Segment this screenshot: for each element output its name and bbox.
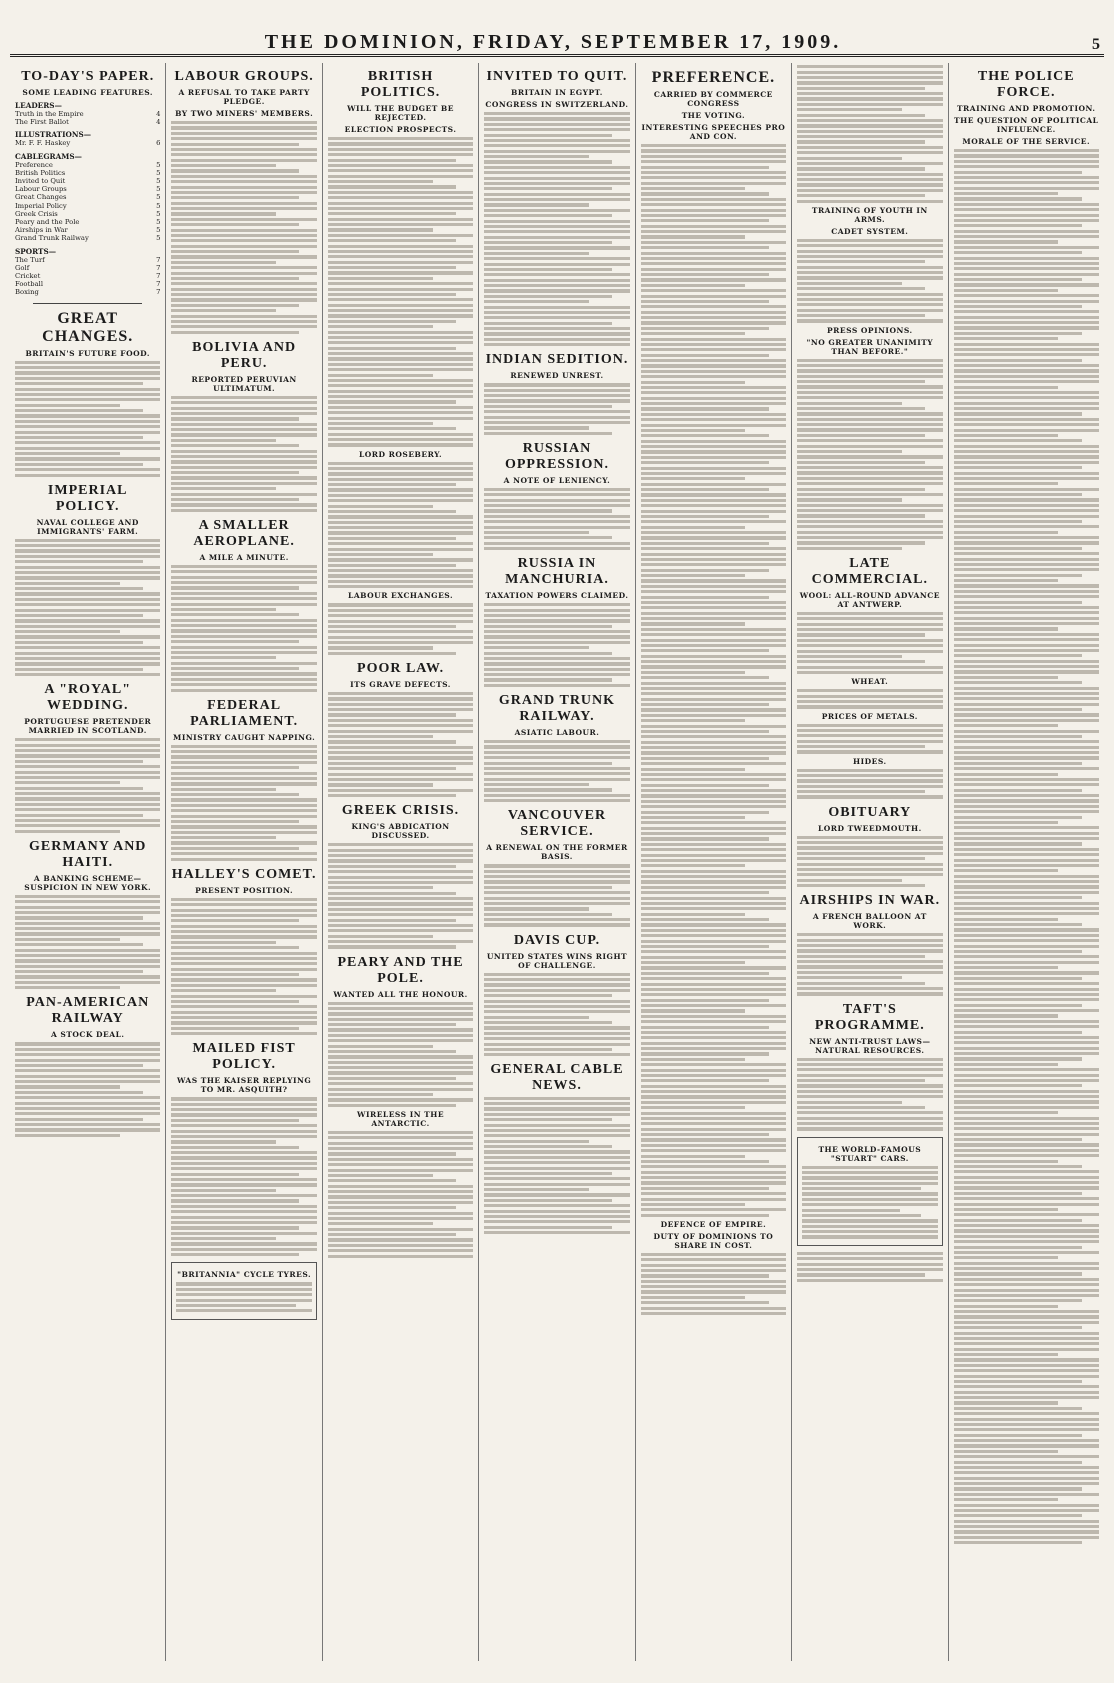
- section-subheading: ELECTION PROSPECTS.: [344, 125, 457, 134]
- body-text: [328, 137, 473, 447]
- index-entry: Greek Crisis 5: [15, 209, 161, 218]
- section-heading: IMPERIAL POLICY.: [47, 482, 128, 514]
- section-heading: INDIAN SEDITION.: [485, 352, 629, 368]
- index-entry: Preference 5: [15, 160, 161, 169]
- section-subheading: TAXATION POWERS CLAIMED.: [485, 591, 629, 601]
- body-text: [797, 65, 942, 203]
- section-subheading: ITS GRAVE DEFECTS.: [350, 679, 451, 689]
- section-subheading: A STOCK DEAL.: [50, 1030, 125, 1040]
- section-subheading: LORD ROSEBERY.: [358, 449, 443, 459]
- index-entry: Boxing 7: [15, 288, 161, 297]
- section-subheading: A RENEWAL ON THE FORMER BASIS.: [486, 843, 628, 862]
- column-3: [323, 63, 479, 1661]
- body-text: [484, 864, 629, 926]
- columns: [10, 63, 1104, 1661]
- body-text: [641, 144, 786, 1217]
- body-text: [484, 740, 629, 802]
- advert-title: "BRITANNIA" CYCLE TYRES.: [177, 1270, 312, 1280]
- body-text: [484, 1097, 629, 1235]
- page-number: 5: [1092, 36, 1100, 53]
- body-text: [171, 396, 316, 512]
- section-subheading: NAVAL COLLEGE AND IMMIGRANTS' FARM.: [36, 517, 139, 536]
- section-heading: PREFERENCE.: [651, 69, 776, 86]
- index-entry: Labour Groups 5: [15, 185, 161, 194]
- section-heading: POOR LAW.: [357, 660, 445, 676]
- section-heading: RUSSIAN OPPRESSION.: [504, 440, 609, 472]
- section-subheading: WIRELESS IN THE ANTARCTIC.: [357, 1109, 445, 1128]
- section-heading: GREAT CHANGES.: [42, 309, 134, 345]
- section-subheading: WAS THE KAISER REPLYING TO MR. ASQUITH?: [176, 1076, 312, 1095]
- index-entry: Cricket 7: [15, 272, 161, 281]
- index-entry: Airships in War 5: [15, 226, 161, 235]
- body-text: [797, 359, 942, 550]
- section-subheading: INTERESTING SPEECHES PRO AND CON.: [641, 123, 786, 141]
- column-4: [479, 63, 635, 1661]
- index-section: LEADERS—: [15, 101, 62, 110]
- section-heading: TO-DAY'S PAPER.: [21, 69, 155, 84]
- section-heading: INVITED TO QUIT.: [486, 69, 628, 84]
- section-subheading: ASIATIC LABOUR.: [514, 728, 600, 737]
- body-text: [797, 836, 942, 888]
- body-text: [171, 898, 316, 1036]
- section-subheading: BRITAIN'S FUTURE FOOD.: [25, 348, 150, 358]
- page-title: THE DOMINION, FRIDAY, SEPTEMBER 17, 1909.: [264, 31, 842, 53]
- section-heading: VANCOUVER SERVICE.: [507, 808, 607, 840]
- section-subheading: LABOUR EXCHANGES.: [348, 591, 454, 601]
- section-heading: BRITISH POLITICS.: [360, 69, 441, 100]
- section-subheading: THE QUESTION OF POLITICAL INFLUENCE.: [954, 116, 1099, 134]
- column-2: [166, 63, 322, 1661]
- column-5: [636, 63, 792, 1661]
- body-text: [328, 843, 473, 948]
- section-subheading: HIDES.: [853, 756, 887, 766]
- section-heading: GREEK CRISIS.: [341, 803, 460, 819]
- body-text: [171, 565, 316, 692]
- section-heading: A "ROYAL" WEDDING.: [44, 682, 132, 714]
- masthead: [10, 10, 1104, 57]
- body-text: [15, 1042, 160, 1137]
- body-text: [797, 612, 942, 674]
- section-subheading: WHEAT.: [851, 677, 889, 687]
- body-text: [176, 1282, 311, 1312]
- section-heading: FEDERAL PARLIAMENT.: [190, 697, 299, 729]
- body-text: [328, 1002, 473, 1107]
- contents-index: [15, 101, 160, 297]
- section-subheading: NEW ANTI-TRUST LAWS—NATURAL RESOURCES.: [809, 1036, 931, 1055]
- body-text: [15, 895, 160, 990]
- body-text: [15, 361, 160, 477]
- body-text: [797, 724, 942, 754]
- body-text: [484, 383, 629, 435]
- index-entry: Football 7: [15, 280, 161, 289]
- body-text: [484, 603, 629, 687]
- section-subheading: BY TWO MINERS' MEMBERS.: [175, 109, 314, 118]
- section-subheading: LORD TWEEDMOUTH.: [817, 823, 922, 833]
- section-subheading: PORTUGUESE PRETENDER MARRIED IN SCOTLAND.: [24, 717, 152, 736]
- section-subheading: RENEWED UNREST.: [510, 371, 604, 381]
- section-heading: HALLEY'S COMET.: [171, 866, 317, 882]
- body-text: [328, 692, 473, 797]
- section-subheading: PRESS OPINIONS.: [827, 325, 913, 335]
- section-subheading: PRICES OF METALS.: [821, 711, 918, 721]
- section-subheading: WANTED ALL THE HONOUR.: [333, 989, 468, 999]
- index-entry: Peary and the Pole 5: [15, 218, 161, 227]
- index-entry: British Politics 5: [15, 168, 161, 177]
- section-subheading: CARRIED BY COMMERCE CONGRESS: [653, 90, 773, 108]
- advertisement: [797, 1137, 942, 1246]
- body-text: [328, 603, 473, 655]
- body-text: [484, 973, 629, 1057]
- section-heading: LABOUR GROUPS.: [174, 69, 314, 84]
- section-heading: DAVIS CUP.: [513, 932, 601, 948]
- body-text: [328, 1131, 473, 1258]
- column-6: [792, 63, 948, 1661]
- section-heading: GENERAL CABLE NEWS.: [490, 1062, 624, 1094]
- body-text: [171, 1097, 316, 1256]
- body-text: [797, 1252, 942, 1282]
- index-entry: Invited to Quit 5: [15, 177, 161, 186]
- section-heading: OBITUARY: [828, 804, 912, 820]
- body-text: [484, 488, 629, 550]
- section-subheading: TRAINING OF YOUTH IN ARMS.: [811, 205, 928, 224]
- body-text: [328, 462, 473, 589]
- advertisement: [171, 1262, 316, 1319]
- section-subheading: BRITAIN IN EGYPT.: [511, 88, 603, 97]
- section-subheading: MINISTRY CAUGHT NAPPING.: [173, 732, 316, 742]
- column-7: [949, 63, 1104, 1661]
- section-heading: GRAND TRUNK RAILWAY.: [498, 693, 616, 724]
- index-entry: Mr. F. F. Haskey 6: [15, 139, 161, 148]
- section-subheading: WOOL: ALL-ROUND ADVANCE AT ANTWERP.: [799, 590, 940, 609]
- section-heading: RUSSIA IN MANCHURIA.: [505, 556, 609, 588]
- section-subheading: UNITED STATES WINS RIGHT OF CHALLENGE.: [486, 951, 628, 970]
- index-entry: The Turf 7: [15, 255, 161, 264]
- body-text: [802, 1166, 937, 1239]
- body-text: [797, 239, 942, 323]
- section-heading: TAFT'S PROGRAMME.: [814, 1001, 925, 1033]
- section-subheading: TRAINING AND PROMOTION.: [956, 104, 1096, 113]
- section-subheading: PRESENT POSITION.: [195, 885, 294, 895]
- section-heading: A SMALLER AEROPLANE.: [193, 517, 295, 549]
- body-text: [797, 769, 942, 799]
- body-text: [641, 1253, 786, 1315]
- index-entry: Truth in the Empire 4: [15, 110, 161, 118]
- section-heading: LATE COMMERCIAL.: [811, 555, 929, 587]
- section-heading: PEARY AND THE POLE.: [337, 954, 464, 986]
- section-subheading: A BANKING SCHEME—SUSPICION IN NEW YORK.: [24, 873, 152, 892]
- index-entry: Grand Trunk Railway 5: [15, 234, 161, 243]
- section-subheading: A FRENCH BALLOON AT WORK.: [812, 912, 927, 931]
- index-entry: The First Ballot 4: [15, 118, 161, 127]
- section-subheading: WILL THE BUDGET BE REJECTED.: [347, 104, 454, 122]
- body-text: [15, 539, 160, 677]
- section-heading: THE POLICE FORCE.: [977, 69, 1075, 100]
- section-heading: MAILED FIST POLICY.: [192, 1041, 296, 1073]
- section-subheading: A REFUSAL TO TAKE PARTY PLEDGE.: [178, 88, 310, 106]
- section-subheading: CADET SYSTEM.: [831, 226, 909, 236]
- section-subheading: A MILE A MINUTE.: [199, 552, 289, 562]
- section-subheading: "NO GREATER UNANIMITY THAN BEFORE.": [806, 337, 934, 356]
- body-text: [797, 933, 942, 995]
- section-subheading: KING'S ABDICATION DISCUSSED.: [351, 822, 450, 841]
- section-subheading: DEFENCE OF EMPIRE.: [660, 1219, 767, 1229]
- section-heading: BOLIVIA AND PERU.: [192, 339, 297, 371]
- body-text: [15, 738, 160, 833]
- body-text: [484, 112, 629, 346]
- section-subheading: DUTY OF DOMINIONS TO SHARE IN COST.: [653, 1231, 774, 1250]
- index-section: CABLEGRAMS—: [15, 151, 82, 161]
- body-text: [797, 1058, 942, 1131]
- section-subheading: THE VOTING.: [681, 111, 746, 120]
- index-entry: Great Changes 5: [15, 193, 161, 202]
- section-subheading: A NOTE OF LENIENCY.: [503, 475, 611, 485]
- body-text: [954, 149, 1099, 1544]
- section-heading: AIRSHIPS IN WAR.: [799, 893, 941, 909]
- index-section: SPORTS—: [15, 246, 57, 256]
- body-text: [171, 745, 316, 861]
- body-text: [171, 121, 316, 334]
- advert-title: THE WORLD-FAMOUS "STUART" CARS.: [818, 1144, 922, 1163]
- section-subheading: REPORTED PERUVIAN ULTIMATUM.: [191, 374, 297, 393]
- index-entry: Golf 7: [15, 263, 161, 272]
- section-subheading: SOME LEADING FEATURES.: [22, 88, 153, 97]
- section-heading: PAN-AMERICAN RAILWAY: [26, 995, 150, 1027]
- section-heading: GERMANY AND HAITI.: [29, 838, 147, 870]
- index-section: ILLUSTRATIONS—: [15, 130, 92, 140]
- newspaper-page: [10, 10, 1104, 1663]
- section-subheading: CONGRESS IN SWITZERLAND.: [485, 100, 629, 109]
- column-1: [10, 63, 166, 1661]
- body-text: [797, 689, 942, 708]
- section-subheading: MORALE OF THE SERVICE.: [962, 137, 1091, 146]
- index-entry: Imperial Policy 5: [15, 201, 161, 210]
